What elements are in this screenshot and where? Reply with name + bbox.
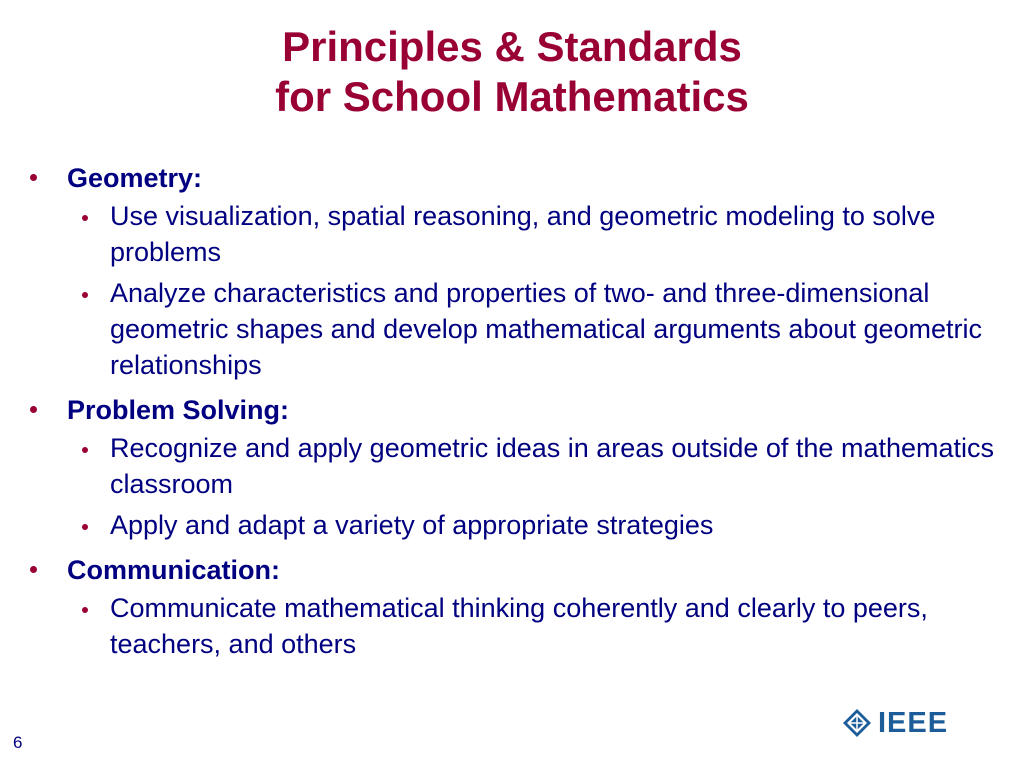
ieee-kite-icon [842, 708, 872, 738]
topic-heading: Geometry: [67, 163, 203, 193]
bullet-dot [82, 215, 88, 221]
sub-item [73, 430, 1008, 502]
topic-heading: Problem Solving: [67, 395, 290, 425]
sub-item [73, 198, 1008, 270]
title-line-2: for School Mathematics [275, 73, 749, 120]
topic-heading: Communication: [67, 555, 280, 585]
title-line-1: Principles & Standards [282, 23, 742, 70]
sub-item-text: Analyze characteristics and properties of two- and three-dimensional geometric shapes and develop mathematical arguments about geometric relationships [110, 278, 982, 380]
bullet-dot [82, 292, 88, 298]
sub-item-text: Recognize and apply geometric ideas in areas outside of the mathematics classroom [110, 433, 994, 499]
bullet-dot [82, 447, 88, 453]
logo-wordmark: IEEE [878, 706, 949, 739]
topic-communication [28, 550, 1008, 662]
bullet-dot [30, 406, 37, 413]
bullet-dot [82, 524, 88, 530]
ieee-logo [842, 706, 948, 740]
bullet-dot [82, 607, 88, 613]
sub-item [73, 507, 1008, 543]
topic-problem-solving [28, 390, 1008, 543]
slide-title [0, 22, 1024, 122]
bullet-dot [30, 566, 37, 573]
page-number: 6 [13, 733, 23, 752]
sub-item-text: Communicate mathematical thinking coherently and clearly to peers, teachers, and others [110, 593, 928, 659]
sub-item-text: Apply and adapt a variety of appropriate strategies [110, 510, 714, 540]
bullet-dot [30, 174, 37, 181]
sub-item-text: Use visualization, spatial reasoning, and geometric modeling to solve problems [110, 201, 936, 267]
sub-item [73, 590, 1008, 662]
sub-item [73, 275, 1008, 383]
bullet-list [28, 158, 1008, 669]
topic-geometry [28, 158, 1008, 383]
